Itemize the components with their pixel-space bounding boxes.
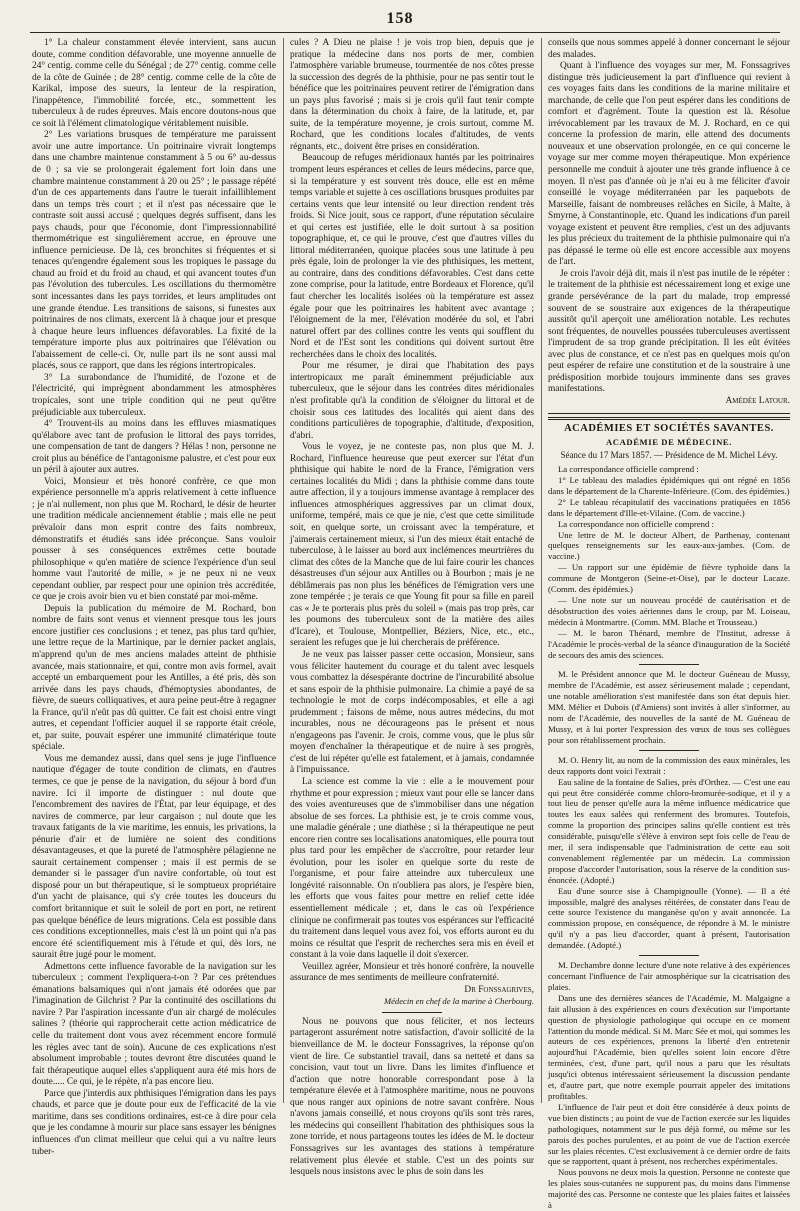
paragraph: M. le Président annonce que M. le docteur Guéneau de Mussy, membre de l'Académie, est assez sérieusement malade ; cependant, une notable amélioration s'est manifestée dans son état depuis hier. MM. Mélier et Dubois (d'Amiens) sont invités à aller s'informer, au nom de l'Académie, des nouvelles de la santé de M. Guéneau de Mussy, et à lui porter l'expression des vœux de tous ses collègues pour son rétablissement prochain. [548,669,790,745]
paragraph: Nous pouvons ne deux mois la question. Personne ne conteste que les plaies sous-cutanées ne suppurent pas, du moins dans l'immense majorité des cas. Personne ne conteste que les plaies faites et laissées à [548,1167,790,1211]
column-1 [32,38,276,1157]
page-number: 158 [386,10,414,27]
paragraph: — M. le baron Thénard, membre de l'Institut, adresse à l'Académie le procès-verbal de la séance d'inauguration de la Société de secours des amis des sciences. [548,627,790,660]
session-line: Séance du 17 Mars 1857. — Présidence de M. Michel Lévy. [560,449,778,460]
paragraph: Vous le voyez, je ne conteste pas, non plus que M. J. Rochard, l'influence heureuse que peut exercer sur l'état d'un phthisique qui habite le nord de la France, l'émigration vers certaines localités du Midi ; dans la phthisie comme dans toute autre affection, il y a toujours immense avantage à remplacer des influences atmosphériques aggressives par un climat doux, uniforme, tempéré, mais ce que je nie, c'est que cette similitude soit, en quelque sorte, un croissant avec la température, et j'aimerais certainement mieux, si l'un des mieux était entaché de tuberculose, à le laisser au bord aux inclémences meurtrières du climat des côtes de la Manche que de lui faire courir les chances désastreuses d'un séjour aux Antilles ou à Bourbon ; mais je ne déblâmerais pas non plus les bénéfices de l'émigration vers une zone tempérée ; je terais ce que Young fit pour sa fille en pareil cas « Je te porterais plus près du soleil » (mais pas trop près, car les poumons des tuberculeux sont de la matière des ailes d'Icare), et Toulouse, Montpellier, Béziers, Nice, etc., etc., seraient les refuges que je lui chercherais de préférence. [290,442,534,649]
paragraph: Vous me demandez aussi, dans quel sens je juge l'influence nautique d'égager de toute condition de climats, en d'autres termes, ce que je pense de la navigation, du séjour à bord d'un navire. Ici il importe de distinguer : nul doute que l'encombrement des navires de l'État, par leur équipage, et des navires de commerce, par leur cargaison ; nul doute que les travaux fatigants de la vie maritime, les ennuis, les privations, la pénurie d'air et de lumière ne soient des conditions désavantageuses, et que la pureté de l'atmosphère pélagienne ne saurait certainement compenser ; mais il est permis de se demander si le passager d'un navire confortable, où tout est disposé pour un but thérapeutique, si le somptueux propriétaire d'un yacht de plaisance, qui s'y crée toutes les douceurs du comfort britannique et suit le soleil de port en port, ne retirent pas quelque bénéfice de leurs migrations. Cela est possible dans ces conditions exceptionnelles, mais c'est là un point qui n'a pas encore été scientifiquement mis à l'étude et qui, dès lors, ne saurait être jugé pour le moment. [32,753,276,961]
author-signature: Dr Fonssagrives, [464,984,534,995]
paragraph: — Une note sur un nouveau procédé de cautérisation et de désobstruction des voies aériennes dans le croup, par M. Loiseau, médecin à Montmartre. (Comm. MM. Blache et Trousseau.) [548,595,790,627]
column-divider [541,38,542,1103]
paragraph: Admettons cette influence favorable de la navigation sur les tuberculeux ; comment l'expliquera-t-on ? Par ces prétendues émanations balsamiques qui n'ont jamais été odorées que par l'imagination de Gilchrist ? Par la continuité des oscillations du navire ? Par l'aspiration incessante d'un air chargé de molécules salines ? (théorie qui rapprocherait cette action médicatrice de celle du traitement dont vous avez récemment encore formulé les règles avec tant de soin). Aucune de ces explications n'est absolument improbable ; toutes devront être discutées quand le fait thérapeutique auquel elles s'appliquent aura été mis hors de doute..... Ce qui, je le répète, n'a pas encore lieu. [32,961,276,1088]
paragraph: M. Dechambre donne lecture d'une note relative à des expériences concernant l'influence de l'air atmosphérique sur la cicatrisation des plaies. [548,960,790,992]
section-rule [548,413,790,414]
column-2 [290,38,534,1178]
paragraph: Eau saline de la fontaine de Salies, près d'Orthez. — C'est une eau qui peut être considérée comme chloro-bromurée-sodique, et il y a tout lieu de penser qu'elle aura la même influence médicatrice que toutes les eaux salées qui renferment des bromures. Toutefois, comme la proportion des principes salins qu'elle contient est très considérable, puisqu'elle s'élève à environ sept fois celle de l'eau de mer, il sera indispensable que l'administration de cette eau soit convenablement réglementée par un médecin. La commission propose d'accorder l'autorisation, sous la réserve de la condition sus-énoncée. (Adopté.) [548,776,790,885]
column-3 [548,38,790,1211]
paragraph: L'influence de l'air peut et doit être considérée à deux points de vue bien distincts ; au point de vue de l'action exercée sur les liquides pathologiques, notamment sur le pus déjà formé, ou même sur les parois des poches purulentes, et au point de vue de l'action exercée sur les plaies récentes. C'est exclusivement à ce dernier ordre de faits que se rapportent, quant à présent, nos recherches expérimentales. [548,1101,790,1167]
divider [382,1012,442,1013]
divider [639,750,699,751]
author-title: Médecin en chef de la marine à Cherbourg. [383,996,534,1007]
paragraph: Beaucoup de refuges méridionaux hantés par les poitrinaires trompent leurs espérances et celles de leurs médecins, parce que, si la température y est souvent très douce, elle est en même temps variable et sujette à ces oscillations brusques produites par certains vents que leur intensité ou leur direction rendent très froids. Si Nice jouit, sous ce rapport, d'une réputation séculaire et qui certes est justifiée, elle le doit surtout à sa position topographique, et, ce qui le prouve, c'est que d'autres villes du littoral méditerranéen, quoique placées sous une latitude à peu près égale, loin de prolonger la vie des phthisiques, les mettent, au contraire, dans des conditions défavorables. C'est dans cette zone comprise, pour la latitude, entre Bordeaux et Florence, qu'il faut chercher les localités isolées où la température est assez égale pour que les poitrinaires les habitent avec avantage ; l'éloignement de la mer, l'élévation modérée du sol, et l'abri naturel offert par des collines contre les vents qui soufflent du Nord et de l'Est sont les conditions qui doivent surtout être recherchées dans le choix des localités. [290,153,534,360]
paragraph: Je ne veux pas laisser passer cette occasion, Monsieur, sans vous féliciter hautement du courage et du talent avec lesquels vous combattez la désespérante doctrine de l'incurabilité absolue et sans espoir de la phthisie pulmonaire. La chimie a payé de sa technologie le mot de corps indécomposables, et elle a agi prudemment ; faisons de même, nous autres médecins, du mot incurables, nous ne décourageons pas le présent et nous n'engageons pas l'avenir. Je crois, comme vous, que le plus sûr moyen d'enchaîner la thérapeutique et de nuire à ses progrès, c'est de lui répéter qu'elle est fatalement, et à jamais, condamnée à l'impuissance. [290,649,534,776]
paragraph: 4° Trouvent-ils au moins dans les effluves miasmatiques qu'élabore avec tant de profusion le littoral des pays torrides, une compensation de tant de dangers ? Hélas ! non, personne ne croit plus au bénéfice de l'antagonisme palustre, et c'est pour eux un péril à ajouter aux autres. [32,419,276,476]
paragraph: Je crois l'avoir déjà dit, mais il n'est pas inutile de le répéter : le traitement de la phthisie est nécessairement long et exige une grande persévérance de la part du malade, trop empressé souvent de se soustraire aux exigences de la thérapeutique aussitôt qu'il aperçoit une amélioration notable. Les rechutes sont fréquentes, de nouvelles poussées tuberculeuses avertissent l'imprudent de sa trop grande précipitation. Il les eût évitées avec plus de constance, et ce n'est pas en quelques mois qu'on peut espérer de refaire une constitution et de la soustraire à une prédisposition morbide toujours imminente dans ses graves manifestations. [548,268,790,395]
paragraph: M. O. Henry lit, au nom de la commission des eaux minérales, les deux rapports dont voici l'extrait : [548,754,790,776]
editor-signature: Amédée Latour. [725,395,790,406]
paragraph: Une lettre de M. le docteur Albert, de Parthenay, contenant quelques renseignements sur les eaux-aux-jambes. (Com. de vaccine.) [548,529,790,562]
paragraph: Veuillez agréer, Monsieur et très honoré confrère, la nouvelle assurance de mes sentiments de meilleure confraternité. [290,961,534,984]
paragraph: 1° La chaleur constamment élevée intervient, sans aucun doute, comme condition défavorable, une moyenne annuelle de 24° centig. comme celle du Sénégal ; de 27° centig. comme celle de la côte de Guinée ; de 28° centig. comme celle de la côte de Karikal, impose des sueurs, la lenteur de la respiration, l'inappétence, l'immobilité forcée, etc., sommettent les tuberculeux à de rudes épreuves. Mais encore doutons-nous que ce soit là l'élément climatologique véritablement nuisible. [32,38,276,129]
paragraph: Voici, Monsieur et très honoré confrère, ce que mon expérience personnelle m'a appris relativement à cette influence ; je n'ai nullement, non plus que M. Rochard, le désir de heurter une tradition médicale anciennement établie ; mais elle ne peut prévaloir dans mon esprit contre des faits nombreux, démonstratifs et étudiés sans idée préconçue. Sans vouloir pousser à ses conséquences extrêmes cette boutade philosophique « qu'en matière de science l'expérience d'un seul homme vaut l'autorité de mille, » je ne peux ni ne veux cependant oublier, par respect pour une opinion très accréditée, ce que je crois avoir bien vu et bien constaté par moi-même. [32,476,276,603]
paragraph: La correspondance officielle comprend : [558,464,699,475]
paragraph: 2° Le tableau récapitulatif des vaccinations pratiquées en 1856 dans le département d'Ille-et-Vilaine. (Com. de vaccine.) [548,496,790,518]
paragraph: La science est comme la vie : elle a le mouvement pour rhythme et pour expression ; mieux vaut pour elle se lancer dans des voies aventureuses que de s'immobiliser dans une négation absolue de ses forces. La phthisie est, je te crois comme vous, une maladie générale ; une diathèse ; si la thérapeutique ne peut encore rien contre ses localisations anatomiques, elle pourra tout plus tard pour les empêcher de s'accroître, pour retarder leur évolution, pour les isoler en quelque sorte du reste de l'organisme, et pour faire atteindre aux tuberculeux une longévité raisonnable. On n'oubliera pas alors, je l'espère bien, les efforts que vous faites pour mettre en relief cette idée essentiellement médicale ; et, dans le cas où l'expérience clinique ne confirmerait pas toutes vos espérances sur l'efficacité du traitement dans lequel vous avez foi, vos efforts auront eu du moins ce résultat que l'esprit de recherches sera mis en éveil et constant à la voie dans laquelle il doit s'exercer. [290,777,534,961]
section-rule [548,417,790,420]
page-header [0,0,800,30]
paragraph: Depuis la publication du mémoire de M. Rochard, bon nombre de faits sont venus et viennent presque tous les jours encore justifier ces conclusions ; et tenez, pas plus tard qu'hier, une lettre reçue de la Martinique, par le dernier packet anglais, m'apprend qu'un de mes anciens malades atteint de phthisie avancée, mais stationnaire, et qui, contre mon avis formel, avait accepté un embarquement pour les Antilles, a été pris, dès son arrivée dans les pays chauds, d'hémoptysies abondantes, de fièvre, de sueurs colliquatives, et aura peine peut-être à regagner la France, qu'il n'eût pas dû quitter. Ce fait est choisi entre vingt autres, et cependant l'officier auquel il se rapporte était créole, et, par suite, pouvait espérer une immunité climatérique toute spéciale. [32,603,276,753]
paragraph: conseils que nous sommes appelé à donner concernant le séjour des malades. [548,38,790,60]
column-divider [283,38,284,1103]
paragraph: — Un rapport sur une épidémie de fièvre typhoïde dans la commune de Montgeron (Seine-et-Oise), par le docteur Lacaze. (Comm. des épidémies.) [548,562,790,595]
paragraph: Pour me résumer, je dirai que l'habitation des pays intertropicaux me paraît éminemment préjudiciable aux tuberculeux, que le séjour dans les contrées dites méridionales n'est profitable qu'à la condition de s'éloigner du littoral et de choisir sous ces latitudes des localités qui aient dans des conditions particulières de topographie, d'altitude, d'exposition, d'abri. [290,361,534,441]
paragraph: Dans une des dernières séances de l'Académie, M. Malgaigne a fait allusion à des expériences en cours d'exécution sur l'importante question de physiologie pathologique qui occupe en ce moment l'attention du monde médical. Si M. Marc Sée et moi, qui sommes les auteurs de ces expériences, prenons la liberté d'en entretenir aujourd'hui l'Académie, bien qu'elles soient loin encore d'être terminées, c'est, d'une part, qu'il nous a paru que les résultats jusqu'ici obtenus intéressaient sérieusement la discussion pendante et, d'autre part, que notre exemple pourrait appeler des imitations profitables. [548,992,790,1101]
divider [639,955,699,956]
header-rule [30,32,780,33]
paragraph: Nous ne pouvons que nous féliciter, et nos lecteurs partageront assurément notre satisfaction, d'avoir sollicité de la bienveillance de M. le docteur Fonssagrives, la réponse qu'on vient de lire. Ce substantiel travail, dans sa netteté et dans sa concision, vaut tout un livre. Dans les limites d'influence et d'action que notre honorable correspondant pose à la température élevée et à l'atmosphère maritime, nous ne pouvons que nous ranger aux opinions de notre savant confrère. Nous n'avons jamais conseillé, et nous croyons qu'ils sont très rares, les médecins qui conseillent l'habitation des phthisiques sous la zone torride, et nous partageons toutes les idées de M. le docteur Fonssagrives sur les avantages des stations à température relativement plus élevée et stable. C'est un des points sur lesquels nous insistons avec le plus de soin dans les [290,1016,534,1178]
paragraph: 2° Les variations brusques de température me paraissent avoir une autre importance. Un poitrinaire vivrait longtemps dans une chambre maintenue constamment à 5 ou 6° au-dessus de 0 ; sa vie se prolongerait également fort loin dans une chambre maintenue constamment à 20 ou 25° ; le passage répété d'un de ces appartements dans l'autre le tuerait infailliblement dans un temps très court ; et il n'est pas nécessaire que le contraste soit aussi accusé ; quelques degrés suffisent, dans les pays chauds, pour que l'économie, dont l'impressionnabilité thermométrique est singulièrement accrue, en éprouve une influence pernicieuse. De là, ces bronchites si fréquentes et si tenaces qu'engendre également sous les tropiques le passage du chaud au froid et du froid au chaud, et qui avancent toutes d'un pas l'évolution des tubercules. Les oscillations du thermomètre sont incessantes dans les pays torrides, et leurs amplitudes ont une grande étendue. Les transitions de saisons, si funestes aux poitrinaires de nos climats, exercent là à chaque jour et presque à chaque heure leurs influences défavorables. La fixité de la température importe plus aux poitrinaires que l'élévation ou l'abaissement de celle-ci. Or, nulle part ils ne sont aussi mal placés, sous ce rapport, que dans les régions intertropicales. [32,130,276,372]
paragraph: Eau d'une source sise à Champignoulle (Yonne). — Il a été impossible, malgré des analyses réitérées, de constater dans l'eau de cette source l'existence du manganèse qu'on y avait annoncée. La commission propose, en conséquence, de répondre à M. le ministre qu'il n'y a pas lieu d'accorder, quant à présent, l'autorisation demandée. (Adopté.) [548,885,790,951]
subsection-title: ACADÉMIE DE MÉDECINE. [606,437,732,448]
divider [639,664,699,665]
paragraph: Parce que j'interdis aux phthisiques l'émigration dans les pays chauds, et parce que je doute pour eux de l'efficacité de la vie maritime, dans ses conditions ordinaires, est-ce à dire pour cela que je les condamne à mourir sur place sans essayer les bénignes influences d'un climat meilleur que celui qui a vu naître leurs tuber- [32,1088,276,1157]
section-title: ACADÉMIES ET SOCIÉTÉS SAVANTES. [564,422,774,434]
academy-report [548,464,790,1211]
paragraph: 3° La surabondance de l'humidité, de l'ozone et de l'électricité, qui imprègnent abondamment les atmosphères tropicales, sont une triple condition qui ne peut qu'être préjudiciable aux tuberculeux. [32,372,276,418]
paragraph: cules ? A Dieu ne plaise ! je vois trop bien, depuis que je pratique la médecine dans nos ports de mer, combien l'atmosphère variable brumeuse, tourmentée de nos côtes presse la succession des degrés de la phthisie, pour ne pas sentir tout le bénéfice que les poitrinaires peuvent retirer de l'émigration dans un pays plus favorisé ; mais si je crois qu'il faut tenir compte dans la détermination du choix à faire, de la latitude, et, par suite, de la température moyenne, je crois surtout, comme M. Rochard, que les conditions locales d'altitudes, de vents régnants, etc., doivent être prises en considération. [290,38,534,152]
paragraph: Quant à l'influence des voyages sur mer, M. Fonssagrives distingue très judicieusement la part d'influence qui revient à ces voyages faits dans les conditions de la marine militaire et marchande, de celle que l'on peut espérer dans les conditions de comfort et d'agrément. Toute la question est là. Résolue irrévocablement par les travaux de M. J. Rochard, en ce qui concerne la profession de marin, elle attend des documents nouveaux et une observation prolongée, en ce qui concerne le voyage sur mer comme moyen thérapeutique. Mon expérience personnelle me conduit à ajouter une très grande influence à ce moyen. Il n'est pas d'année où je n'ai eu à me féliciter d'avoir conseillé le voyage méditerranéen par les paquebots de Marseille, faisant de nombreuses relâches en Sicile, à Malte, à Smyrne, à Constantinople, etc. Quand les indications d'un pareil voyage existent et peuvent être remplies, c'est un des adjuvants les plus précieux du traitement de la phthisie pulmonaire qui n'a pas dépassé le terme où elle est encore accessible aux moyens de l'art. [548,61,790,268]
paragraph: 1° Le tableau des maladies épidémiques qui ont régné en 1856 dans le département de la Charente-Inférieure. (Com. des épidémies.) [548,475,790,496]
paragraph: La correspondance non officielle comprend : [558,518,714,529]
